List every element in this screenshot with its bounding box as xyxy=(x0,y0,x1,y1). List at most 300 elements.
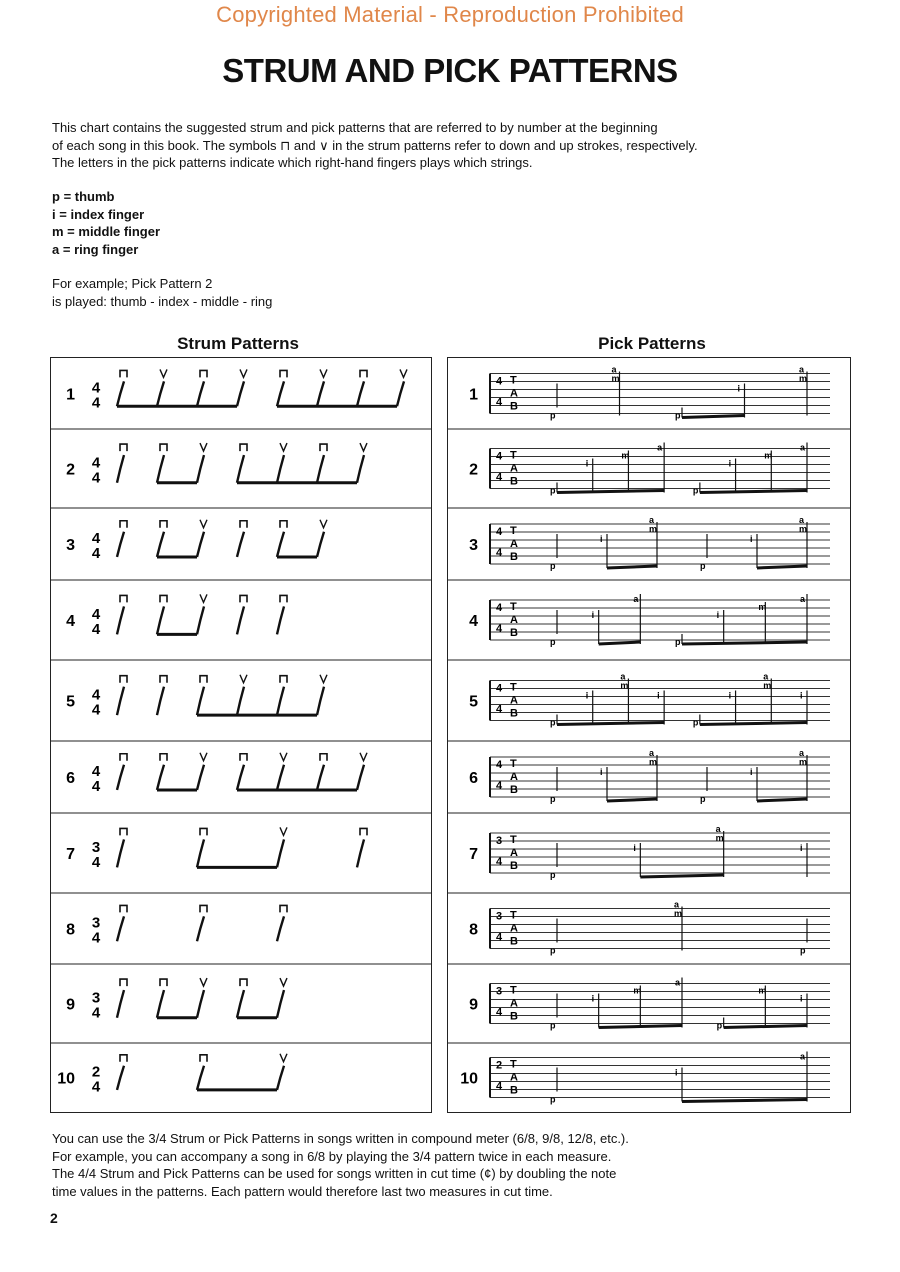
pick-pattern-row xyxy=(448,813,850,880)
finger-label: p xyxy=(692,717,699,728)
tab-clef-letter: T xyxy=(510,374,517,387)
up-stroke-symbol xyxy=(320,369,327,377)
down-stroke-symbol xyxy=(280,595,287,602)
strum-slash xyxy=(157,990,164,1018)
finger-label: i xyxy=(600,534,603,544)
time-signature-bottom: 4 xyxy=(91,621,101,638)
tab-clef-letter: A xyxy=(510,387,518,400)
legend-item xyxy=(52,206,160,224)
finger-label: m xyxy=(633,985,642,996)
tab-clef-letter: A xyxy=(510,997,518,1010)
finger-label: a xyxy=(657,442,663,453)
pattern-number: 2 xyxy=(469,461,478,479)
time-signature-top: 2 xyxy=(496,1059,503,1072)
pattern-number: 6 xyxy=(66,770,75,787)
strum-slash xyxy=(277,990,284,1018)
finger-label: m xyxy=(649,757,658,767)
finger-label: p xyxy=(550,637,556,647)
finger-label: m xyxy=(799,373,808,384)
note-beam xyxy=(724,1026,807,1028)
strum-patterns-graphic xyxy=(51,358,431,1112)
strum-slash xyxy=(197,381,204,406)
strum-slash xyxy=(237,606,244,634)
down-stroke-symbol xyxy=(120,521,127,528)
tab-clef-letter: A xyxy=(510,1071,518,1084)
finger-label: a xyxy=(799,515,805,525)
finger-label: a xyxy=(763,671,769,682)
pick-pattern-row xyxy=(448,1043,850,1105)
legend-item xyxy=(52,241,160,259)
strum-slash xyxy=(117,1066,124,1090)
finger-label: a xyxy=(799,364,805,375)
note-beam xyxy=(557,491,664,493)
finger-label: i xyxy=(728,458,732,469)
up-stroke-symbol xyxy=(200,443,207,451)
pick-pattern-row xyxy=(469,365,830,421)
strum-slash xyxy=(157,455,164,483)
tab-clef-letter: B xyxy=(510,627,518,639)
strum-slash xyxy=(357,765,364,790)
time-signature-top: 4 xyxy=(91,763,101,780)
legend-label: middle finger xyxy=(78,224,161,239)
down-stroke-symbol xyxy=(120,754,127,761)
pattern-number: 4 xyxy=(66,613,75,630)
up-stroke-symbol xyxy=(320,520,327,528)
finger-label: m xyxy=(715,833,724,843)
legend-item xyxy=(52,223,160,241)
up-stroke-symbol xyxy=(280,753,287,761)
down-stroke-symbol xyxy=(160,754,167,761)
strum-slash xyxy=(357,455,364,483)
finger-label: a xyxy=(675,977,681,988)
down-stroke-symbol xyxy=(120,676,127,683)
finger-label: a xyxy=(674,899,680,910)
strum-slash xyxy=(197,916,204,941)
up-stroke-symbol xyxy=(280,1054,287,1062)
finger-label: m xyxy=(764,450,773,461)
finger-label: m xyxy=(620,680,629,691)
down-stroke-symbol xyxy=(200,370,207,377)
tab-clef-letter: B xyxy=(510,935,518,948)
finger-label: p xyxy=(550,717,556,728)
finger-label: p xyxy=(550,1020,556,1031)
strum-slash xyxy=(117,765,124,790)
time-signature-bottom: 4 xyxy=(496,780,503,792)
time-signature-top: 2 xyxy=(91,1063,101,1081)
finger-label: p xyxy=(692,485,699,496)
time-signature-top: 4 xyxy=(91,379,101,397)
time-signature-bottom: 4 xyxy=(496,547,503,559)
legend-key: a xyxy=(52,241,60,257)
down-stroke-symbol xyxy=(120,444,127,451)
strum-slash xyxy=(117,687,124,715)
footer-line: You can use the 3/4 Strum or Pick Patterns in songs written in compound meter (6/8, 9/8, 12/8, etc.). xyxy=(52,1131,629,1146)
finger-label: m xyxy=(799,524,808,534)
tab-clef-letter: T xyxy=(510,449,517,462)
strum-pattern-row xyxy=(51,1043,431,1096)
tab-clef-letter: T xyxy=(510,601,517,613)
down-stroke-symbol xyxy=(160,444,167,451)
strum-slash xyxy=(277,1066,284,1090)
note-beam xyxy=(607,566,657,568)
finger-label: a xyxy=(800,1051,806,1062)
finger-label: i xyxy=(716,610,720,620)
tab-clef-letter: A xyxy=(510,771,518,783)
time-signature-top: 4 xyxy=(91,686,101,704)
time-signature-bottom: 4 xyxy=(91,778,101,795)
strum-slash xyxy=(237,455,244,483)
pattern-number: 7 xyxy=(469,846,478,863)
time-signature-top: 4 xyxy=(496,375,503,388)
pick-patterns-title: Pick Patterns xyxy=(598,334,706,353)
strum-slash xyxy=(117,839,124,867)
time-signature-top: 3 xyxy=(496,985,503,998)
finger-label: m xyxy=(649,524,658,534)
down-stroke-symbol xyxy=(240,754,247,761)
up-stroke-symbol xyxy=(200,753,207,761)
strum-slash xyxy=(357,839,364,867)
legend-label: index finger xyxy=(70,206,145,222)
note-beam xyxy=(599,1026,682,1028)
tab-clef-letter: T xyxy=(510,681,517,694)
down-stroke-symbol xyxy=(120,905,127,912)
pattern-number: 1 xyxy=(66,386,75,404)
tab-clef-letter: B xyxy=(510,1084,518,1097)
pattern-number: 1 xyxy=(469,386,478,404)
finger-label: i xyxy=(737,383,741,394)
strum-slash xyxy=(157,532,164,557)
finger-label: m xyxy=(799,757,808,767)
finger-label: p xyxy=(550,1094,556,1105)
down-stroke-symbol xyxy=(240,595,247,602)
finger-label: p xyxy=(550,945,556,956)
strum-slash xyxy=(277,381,284,406)
pattern-number: 10 xyxy=(460,1070,478,1088)
finger-label: p xyxy=(716,1020,723,1031)
strum-slash xyxy=(317,687,324,715)
time-signature-top: 4 xyxy=(496,759,503,771)
time-signature-bottom: 4 xyxy=(91,929,101,947)
strum-slash xyxy=(277,687,284,715)
tab-clef-letter: A xyxy=(510,847,518,859)
finger-label: m xyxy=(758,602,767,612)
down-stroke-symbol xyxy=(240,521,247,528)
up-stroke-symbol xyxy=(200,978,207,986)
time-signature-bottom: 4 xyxy=(91,469,101,487)
finger-label: i xyxy=(591,993,595,1004)
finger-label: a xyxy=(799,748,805,758)
note-beam xyxy=(682,642,807,644)
legend-item xyxy=(52,188,160,206)
strum-slash xyxy=(237,532,244,557)
time-signature-top: 4 xyxy=(496,526,503,538)
strum-slash xyxy=(277,606,284,634)
tab-clef-letter: B xyxy=(510,707,518,720)
strum-slash xyxy=(197,990,204,1018)
down-stroke-symbol xyxy=(320,754,327,761)
footer-line: The 4/4 Strum and Pick Patterns can be used for songs written in cut time (¢) by doubling the note xyxy=(52,1166,617,1181)
strum-pattern-row xyxy=(66,369,407,411)
time-signature-bottom: 4 xyxy=(91,854,101,871)
time-signature-bottom: 4 xyxy=(91,1078,101,1096)
down-stroke-symbol xyxy=(280,905,287,912)
finger-label: p xyxy=(800,945,806,956)
strum-slash xyxy=(277,916,284,941)
example-text xyxy=(52,275,272,311)
time-signature-top: 4 xyxy=(496,450,503,463)
legend-label: thumb xyxy=(74,189,115,204)
pattern-number: 9 xyxy=(66,996,75,1014)
finger-label: a xyxy=(649,748,655,758)
footer-line: For example, you can accompany a song in 6/8 by playing the 3/4 pattern twice in each measure. xyxy=(52,1148,612,1164)
up-stroke-symbol xyxy=(160,369,167,377)
tab-clef-letter: B xyxy=(510,400,518,413)
page-number: 2 xyxy=(50,1210,58,1226)
pick-pattern-row xyxy=(448,964,850,1031)
up-stroke-symbol xyxy=(280,827,287,835)
up-stroke-symbol xyxy=(400,369,407,377)
intro-line: of each song in this book. The symbols ⊓ and ∨ in the strum patterns refer to down and up strokes, respectively. xyxy=(52,137,698,153)
pattern-number: 5 xyxy=(469,693,478,711)
tab-clef-letter: T xyxy=(510,909,517,922)
pattern-number: 7 xyxy=(66,846,75,863)
time-signature-top: 3 xyxy=(91,839,101,856)
time-signature-bottom: 4 xyxy=(91,701,101,719)
finger-label: i xyxy=(800,993,803,1004)
time-signature-bottom: 4 xyxy=(91,394,101,412)
note-beam xyxy=(757,799,807,801)
strum-slash xyxy=(117,532,124,557)
strum-patterns-chart xyxy=(50,357,432,1113)
note-beam xyxy=(700,491,807,493)
strum-slash xyxy=(277,765,284,790)
tab-clef-letter: T xyxy=(510,984,517,997)
up-stroke-symbol xyxy=(200,594,207,602)
note-beam xyxy=(607,799,657,801)
intro-line: This chart contains the suggested strum and pick patterns that are referred to by number at the beginning xyxy=(52,120,658,135)
finger-label: m xyxy=(763,680,772,691)
strum-slash xyxy=(317,455,324,483)
strum-slash xyxy=(237,381,244,406)
tab-clef-letter: B xyxy=(510,551,518,563)
finger-label: p xyxy=(550,485,556,496)
up-stroke-symbol xyxy=(240,675,247,683)
up-stroke-symbol xyxy=(280,443,287,451)
note-beam xyxy=(599,642,641,644)
down-stroke-symbol xyxy=(360,370,367,377)
note-beam xyxy=(557,723,664,725)
strum-pattern-row xyxy=(51,741,431,795)
time-signature-bottom: 4 xyxy=(496,856,503,868)
strum-slash xyxy=(197,1066,204,1090)
finger-label: m xyxy=(621,450,630,461)
finger-label: p xyxy=(550,561,556,571)
finger-label: a xyxy=(620,671,626,682)
finger-label: i xyxy=(600,767,603,777)
tab-clef-letter: A xyxy=(510,694,518,707)
strum-slash xyxy=(317,532,324,557)
down-stroke-symbol xyxy=(120,979,127,986)
up-stroke-symbol xyxy=(360,753,367,761)
strum-pattern-row xyxy=(51,660,431,719)
pattern-number: 3 xyxy=(66,537,75,554)
pick-pattern-row xyxy=(448,580,850,647)
down-stroke-symbol xyxy=(160,521,167,528)
pattern-number: 3 xyxy=(469,537,478,554)
finger-label: p xyxy=(700,794,706,804)
time-signature-top: 4 xyxy=(496,602,503,614)
tab-clef-letter: T xyxy=(510,834,517,846)
finger-label: i xyxy=(750,767,753,777)
strum-slash xyxy=(197,455,204,483)
time-signature-top: 3 xyxy=(91,989,101,1007)
note-beam xyxy=(700,723,807,725)
down-stroke-symbol xyxy=(200,905,207,912)
time-signature-bottom: 4 xyxy=(496,703,503,716)
down-stroke-symbol xyxy=(120,1055,127,1062)
finger-label: a xyxy=(715,824,721,834)
example-line: For example; Pick Pattern 2 xyxy=(52,276,213,291)
finger-label: a xyxy=(800,442,806,453)
tab-clef-letter: T xyxy=(510,1058,517,1071)
tab-clef-letter: B xyxy=(510,784,518,796)
strum-slash xyxy=(157,687,164,715)
finger-label: a xyxy=(611,364,617,375)
tab-clef-letter: T xyxy=(510,525,517,537)
finger-label: a xyxy=(800,594,806,604)
legend-separator: = xyxy=(59,241,75,257)
strum-slash xyxy=(317,765,324,790)
tab-clef-letter: A xyxy=(510,538,518,550)
finger-label: p xyxy=(675,637,681,647)
pattern-number: 4 xyxy=(469,613,478,630)
pick-pattern-row xyxy=(448,660,850,728)
finger-label: i xyxy=(728,690,732,701)
time-signature-bottom: 4 xyxy=(496,471,503,484)
page-title: STRUM AND PICK PATTERNS xyxy=(222,52,678,89)
down-stroke-symbol xyxy=(200,1055,207,1062)
down-stroke-symbol xyxy=(120,595,127,602)
time-signature-bottom: 4 xyxy=(496,931,503,944)
footer-line: time values in the patterns. Each pattern would therefore last two measures in cut time. xyxy=(52,1183,553,1199)
finger-label: m xyxy=(674,908,683,919)
strum-slash xyxy=(157,765,164,790)
finger-label: p xyxy=(550,794,556,804)
up-stroke-symbol xyxy=(240,369,247,377)
time-signature-top: 4 xyxy=(91,454,101,472)
finger-label: i xyxy=(585,690,589,701)
strum-pattern-row xyxy=(51,429,431,487)
finger-label: i xyxy=(800,690,803,701)
intro-line: The letters in the pick patterns indicate which right-hand fingers plays which strings. xyxy=(52,155,533,170)
strum-slash xyxy=(197,839,204,867)
finger-label: p xyxy=(550,870,556,880)
down-stroke-symbol xyxy=(160,676,167,683)
legend-key: m xyxy=(52,224,64,239)
time-signature-top: 4 xyxy=(91,530,101,547)
strum-slash xyxy=(197,532,204,557)
legend-separator: = xyxy=(63,224,79,239)
strum-slash xyxy=(117,381,124,406)
down-stroke-symbol xyxy=(200,828,207,835)
finger-label: a xyxy=(633,594,639,604)
time-signature-top: 4 xyxy=(91,606,101,623)
pattern-number: 6 xyxy=(469,770,478,787)
strum-slash xyxy=(277,839,284,867)
down-stroke-symbol xyxy=(120,828,127,835)
time-signature-bottom: 4 xyxy=(91,1004,101,1022)
strum-pattern-row xyxy=(51,508,431,562)
pattern-number: 5 xyxy=(66,693,75,711)
strum-slash xyxy=(277,455,284,483)
down-stroke-symbol xyxy=(120,370,127,377)
finger-label: i xyxy=(657,690,660,701)
legend-separator: = xyxy=(55,206,71,222)
strum-slash xyxy=(157,606,164,634)
finger-label: m xyxy=(758,985,767,996)
strum-slash xyxy=(117,455,124,483)
finger-label: i xyxy=(750,534,753,544)
strum-slash xyxy=(117,916,124,941)
time-signature-bottom: 4 xyxy=(496,396,503,409)
strum-slash xyxy=(277,532,284,557)
strum-pattern-row xyxy=(51,893,431,947)
strum-slash xyxy=(237,687,244,715)
note-beam xyxy=(682,416,745,418)
strum-slash xyxy=(237,990,244,1018)
strum-slash xyxy=(357,381,364,406)
time-signature-top: 3 xyxy=(91,914,101,932)
note-beam xyxy=(682,1100,807,1102)
strum-pattern-row xyxy=(51,964,431,1022)
tab-clef-letter: B xyxy=(510,860,518,872)
up-stroke-symbol xyxy=(280,978,287,986)
down-stroke-symbol xyxy=(240,444,247,451)
pattern-number: 8 xyxy=(469,921,478,939)
down-stroke-symbol xyxy=(360,828,367,835)
strum-slash xyxy=(197,606,204,634)
finger-label: i xyxy=(585,458,589,469)
tab-clef-letter: B xyxy=(510,1010,518,1023)
strum-slash xyxy=(397,381,404,406)
strum-slash xyxy=(197,765,204,790)
time-signature-top: 4 xyxy=(496,682,503,695)
down-stroke-symbol xyxy=(160,595,167,602)
pattern-number: 8 xyxy=(66,921,75,939)
pick-patterns-chart xyxy=(447,357,851,1113)
footer-paragraph xyxy=(52,1130,852,1200)
time-signature-bottom: 4 xyxy=(496,1006,503,1019)
pattern-number: 2 xyxy=(66,461,75,479)
intro-paragraph xyxy=(52,119,852,172)
example-line: is played: thumb - index - middle - ring xyxy=(52,294,273,309)
up-stroke-symbol xyxy=(320,675,327,683)
up-stroke-symbol xyxy=(200,520,207,528)
pick-pattern-row xyxy=(448,741,850,804)
down-stroke-symbol xyxy=(240,979,247,986)
strum-slash xyxy=(117,990,124,1018)
pick-pattern-row xyxy=(448,893,850,956)
pick-patterns-graphic xyxy=(448,358,850,1112)
down-stroke-symbol xyxy=(200,676,207,683)
time-signature-bottom: 4 xyxy=(496,623,503,635)
strum-slash xyxy=(117,606,124,634)
down-stroke-symbol xyxy=(320,444,327,451)
finger-label: p xyxy=(700,561,706,571)
down-stroke-symbol xyxy=(280,521,287,528)
tab-clef-letter: A xyxy=(510,922,518,935)
legend-separator: = xyxy=(59,189,75,204)
